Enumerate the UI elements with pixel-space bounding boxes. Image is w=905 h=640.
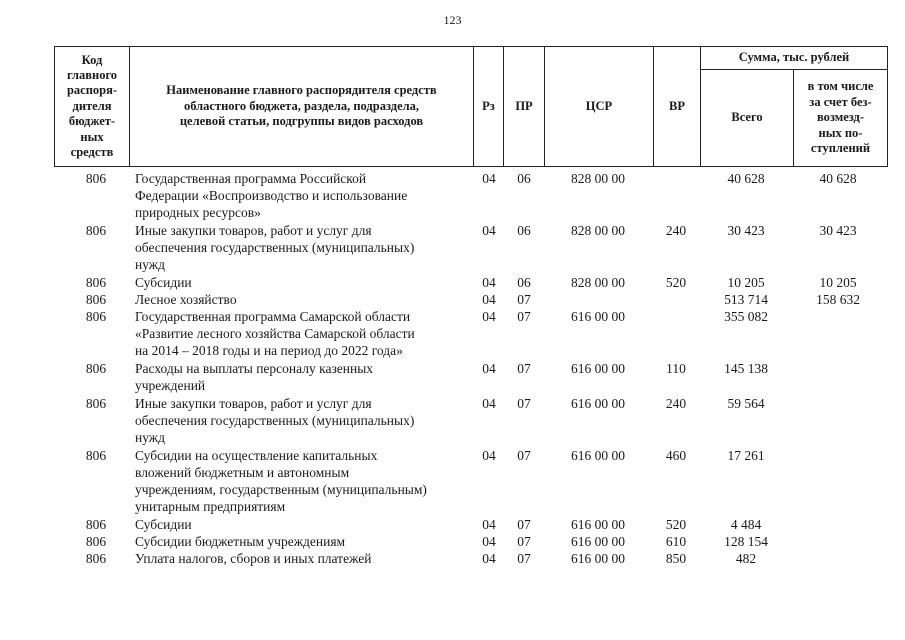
header-total [701, 70, 793, 166]
row-total: 10 205 [727, 275, 765, 290]
row-rz: 04 [482, 448, 496, 463]
header-code [55, 47, 129, 166]
row-rz: 04 [482, 517, 496, 532]
row-code: 806 [85, 275, 107, 290]
row-pr: 07 [517, 309, 531, 324]
header-rz-label: Рз [482, 98, 495, 113]
row-total: 40 628 [727, 171, 765, 186]
row-rz: 04 [482, 171, 496, 186]
row-code: 806 [85, 396, 107, 411]
row-rz: 04 [482, 551, 496, 566]
header-pr-label: ПР [515, 98, 533, 113]
header-total-label: Всего [731, 110, 763, 125]
row-pr: 07 [517, 361, 531, 376]
row-vr: 240 [665, 223, 687, 238]
header-vr-label: ВР [669, 98, 685, 113]
header-csr-label: ЦСР [585, 98, 613, 113]
row-pr: 07 [517, 292, 531, 307]
row-pr: 07 [517, 517, 531, 532]
header-other [794, 70, 887, 166]
row-code: 806 [85, 517, 107, 532]
row-total: 30 423 [727, 223, 765, 238]
row-total: 128 154 [724, 534, 768, 549]
header-name [130, 47, 473, 166]
header-sum-label: Сумма, тыс. рублей [738, 50, 850, 65]
row-rz: 04 [482, 309, 496, 324]
header-bottom-border [54, 166, 888, 167]
row-vr: 240 [665, 396, 687, 411]
row-name: Расходы на выплаты персоналу казенных учреждений [135, 361, 374, 393]
row-pr: 06 [517, 223, 531, 238]
row-name: Субсидии на осуществление капитальных вложений бюджетным и автономным учреждениям, государственным (муниципальным) унитарным предприятиям [135, 448, 427, 514]
col-divider [887, 46, 888, 167]
row-code: 806 [85, 309, 107, 324]
row-code: 806 [85, 448, 107, 463]
row-rz: 04 [482, 275, 496, 290]
row-code: 806 [85, 551, 107, 566]
row-name: Иные закупки товаров, работ и услуг для обеспечения государственных (муниципальных) нужд [135, 223, 415, 272]
row-rz: 04 [482, 292, 496, 307]
row-name: Лесное хозяйство [135, 292, 237, 307]
row-total: 482 [735, 551, 757, 566]
row-vr: 520 [665, 275, 687, 290]
row-csr: 828 00 00 [571, 223, 625, 238]
header-code-label: Код главного распоря- дителя бюджет- ных средств [66, 52, 118, 160]
row-code: 806 [85, 223, 107, 238]
row-csr: 828 00 00 [571, 275, 625, 290]
page-number: 123 [443, 13, 462, 27]
row-total: 355 082 [724, 309, 768, 324]
row-rz: 04 [482, 534, 496, 549]
row-vr: 460 [665, 448, 687, 463]
row-pr: 07 [517, 396, 531, 411]
row-other: 10 205 [819, 275, 857, 290]
row-name: Государственная программа Российской Федерации «Воспроизводство и использование природных ресурсов» [135, 171, 408, 220]
row-csr: 616 00 00 [571, 396, 625, 411]
row-csr: 616 00 00 [571, 534, 625, 549]
row-vr: 610 [665, 534, 687, 549]
row-vr: 850 [665, 551, 687, 566]
row-code: 806 [85, 171, 107, 186]
row-code: 806 [85, 292, 107, 307]
header-pr [504, 47, 544, 166]
row-csr: 616 00 00 [571, 309, 625, 324]
row-vr: 110 [666, 361, 686, 376]
row-name: Субсидии бюджетным учреждениям [135, 534, 346, 549]
row-name: Государственная программа Самарской области «Развитие лесного хозяйства Самарской области на 2014 – 2018 годы и на период до 2022 года» [135, 309, 415, 358]
row-pr: 06 [517, 275, 531, 290]
row-csr: 616 00 00 [571, 448, 625, 463]
row-csr: 616 00 00 [571, 517, 625, 532]
row-total: 145 138 [724, 361, 768, 376]
header-sum [701, 47, 887, 69]
row-other: 30 423 [819, 223, 857, 238]
row-name: Иные закупки товаров, работ и услуг для обеспечения государственных (муниципальных) нужд [135, 396, 415, 445]
row-pr: 07 [517, 534, 531, 549]
row-name: Уплата налогов, сборов и иных платежей [135, 551, 372, 566]
row-pr: 07 [517, 551, 531, 566]
row-csr: 828 00 00 [571, 171, 625, 186]
header-rz [474, 47, 503, 166]
row-rz: 04 [482, 396, 496, 411]
header-other-label: в том числе за счет без- возмезд- ных по- ступлений [807, 79, 874, 156]
row-total: 513 714 [724, 292, 768, 307]
row-name: Субсидии [135, 275, 192, 290]
row-vr: 520 [665, 517, 687, 532]
row-other: 40 628 [819, 171, 857, 186]
row-csr: 616 00 00 [571, 551, 625, 566]
row-total: 59 564 [727, 396, 765, 411]
row-code: 806 [85, 361, 107, 376]
row-code: 806 [85, 534, 107, 549]
row-total: 17 261 [727, 448, 765, 463]
row-other: 158 632 [816, 292, 860, 307]
header-name-label: Наименование главного распорядителя средств областного бюджета, раздела, подраздела, целевой статьи, подгруппы видов расходов [166, 83, 437, 129]
row-pr: 07 [517, 448, 531, 463]
row-pr: 06 [517, 171, 531, 186]
row-name: Субсидии [135, 517, 192, 532]
row-csr: 616 00 00 [571, 361, 625, 376]
header-vr [654, 47, 700, 166]
row-total: 4 484 [730, 517, 762, 532]
header-csr [545, 47, 653, 166]
row-rz: 04 [482, 223, 496, 238]
row-rz: 04 [482, 361, 496, 376]
